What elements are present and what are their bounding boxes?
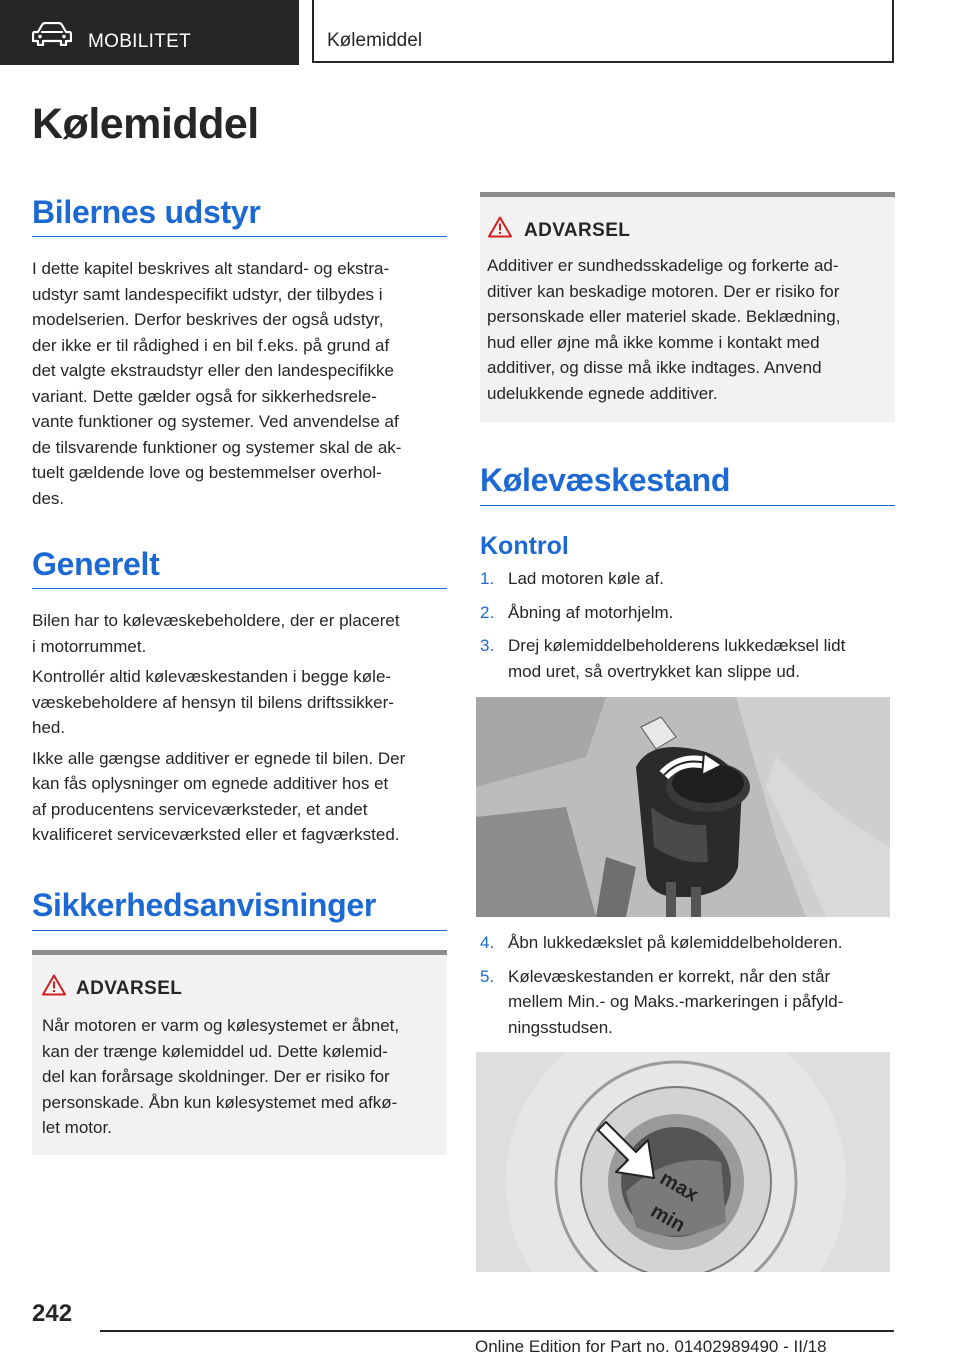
warning-line: Når motoren er varm og kølesystemet er åbnet, — [42, 1016, 400, 1035]
warning-text — [487, 253, 897, 406]
step-item — [480, 930, 895, 956]
step-item — [480, 566, 895, 592]
step-text: ningsstudsen. — [508, 1017, 613, 1037]
step-number: 3. — [480, 636, 495, 655]
text-line: kan fås oplysninger om egnede additiver hos et — [32, 774, 389, 793]
footer-rule — [100, 1330, 894, 1332]
text-line: tuelt gældende love og bestemmelser overhol‐ — [32, 463, 382, 482]
text-line: kvalificeret serviceværksted eller et fagværksted. — [32, 825, 400, 844]
warning-line: hud eller øjne må ikke komme i kontakt med — [487, 332, 820, 352]
section-label: MOBILITET — [88, 31, 191, 52]
warning-line: personskade. Åbn kun kølesystemet med afkø‐ — [42, 1092, 398, 1112]
text-line: der ikke er til rådighed i en bil f.eks. på grund af — [32, 335, 390, 355]
step-item — [480, 964, 895, 1041]
step-item — [480, 633, 895, 684]
warning-line: udelukkende egnede additiver. — [487, 383, 718, 403]
step-text: Åbn lukkedækslet på kølemiddelbeholderen. — [508, 933, 843, 952]
text-line: væskebeholdere af hensyn til bilens driftssikker‐ — [32, 692, 394, 712]
text-line: i motorrummet. — [32, 636, 147, 656]
section-title-coolant-level: Kølevæskestand — [480, 462, 731, 498]
step-text: Lad motoren køle af. — [508, 569, 664, 588]
text-line: variant. Dette gælder også for sikkerhedsrele‐ — [32, 386, 377, 406]
warning-line: ditiver kan beskadige motoren. Der er risiko for — [487, 281, 840, 301]
max-mark: max — [656, 1167, 702, 1207]
coolant-reservoir-illustration — [476, 697, 890, 917]
text-line: hed. — [32, 718, 66, 737]
section-tab[interactable] — [0, 0, 299, 65]
warning-text — [42, 1013, 452, 1141]
text-line: Bilen har to kølevæskebeholdere, der er placeret — [32, 611, 400, 630]
step-item — [480, 600, 895, 626]
warning-box — [32, 950, 447, 1155]
topic-header — [312, 0, 894, 63]
step-number: 2. — [480, 602, 495, 622]
page-number: 242 — [32, 1300, 73, 1327]
warning-line: Additiver er sundhedsskadelige og forkerte ad‐ — [487, 256, 839, 275]
warning-line: let motor. — [42, 1118, 112, 1137]
text-line: af producentens serviceværksteder, et andet — [32, 799, 368, 819]
text-line: Kontrollér altid kølevæskestanden i begge køle‐ — [32, 667, 392, 686]
text-line: udstyr samt landespecifikt udstyr, der tilbydes i — [32, 284, 383, 304]
section-rule — [32, 930, 447, 931]
step-number: 4. — [480, 933, 495, 952]
section-rule — [480, 505, 895, 506]
min-mark: min — [646, 1200, 689, 1237]
step-text: Drej kølemiddelbeholderens lukkedæksel lidt — [508, 636, 846, 655]
text-line: det valgte ekstraudstyr eller den landespecifikke — [32, 361, 394, 380]
step-text: mellem Min.- og Maks.-markeringen i påfyld‐ — [508, 992, 844, 1011]
warning-line: kan der trænge kølemiddel ud. Dette kølemid‐ — [42, 1041, 388, 1061]
warning-line: del kan forårsage skoldninger. Der er risiko for — [42, 1067, 390, 1086]
warning-line: additiver, og disse må ikke indtages. Anvend — [487, 358, 822, 377]
text-line: de tilsvarende funktioner og systemer skal de ak‐ — [32, 437, 402, 457]
equipment-paragraph — [32, 256, 452, 511]
warning-triangle-icon — [488, 216, 512, 238]
subsection-title-check: Kontrol — [480, 532, 569, 560]
step-number: 1. — [480, 569, 495, 588]
text-line: modelserien. Derfor beskrives der også udstyr, — [32, 310, 384, 329]
filler-neck-illustration — [476, 1052, 890, 1272]
section-title-general: Generelt — [32, 546, 160, 582]
step-text: Kølevæskestanden er korrekt, når den står — [508, 966, 831, 986]
topic-label: Kølemiddel — [327, 30, 423, 51]
step-text: Åbning af motorhjelm. — [508, 602, 674, 622]
text-line: vante funktioner og systemer. Ved anvendelse af — [32, 412, 399, 431]
text-line: Ikke alle gængse additiver er egnede til bilen. Der — [32, 748, 406, 768]
warning-heading: ADVARSEL — [76, 978, 183, 999]
step-number: 5. — [480, 966, 495, 986]
text-line: I dette kapitel beskrives alt standard- og ekstra‐ — [32, 259, 390, 278]
section-title-safety: Sikkerhedsanvisninger — [32, 887, 377, 923]
warning-line: personskade eller materiel skade. Beklædning, — [487, 307, 841, 326]
filler-neck-figure — [476, 1052, 890, 1272]
warning-box — [480, 192, 895, 422]
section-rule — [32, 236, 447, 237]
edition-note: Online Edition for Part no. 01402989490 - II/18 — [475, 1337, 827, 1356]
step-text: mod uret, så overtrykket kan slippe ud. — [508, 661, 800, 681]
warning-triangle-icon — [42, 974, 66, 996]
coolant-reservoir-figure — [476, 697, 890, 917]
warning-heading: ADVARSEL — [524, 220, 631, 241]
car-icon — [32, 22, 72, 46]
page-title: Kølemiddel — [32, 100, 259, 148]
text-line: des. — [32, 488, 65, 508]
section-title-equipment: Bilernes udstyr — [32, 194, 261, 230]
section-rule — [32, 588, 447, 589]
